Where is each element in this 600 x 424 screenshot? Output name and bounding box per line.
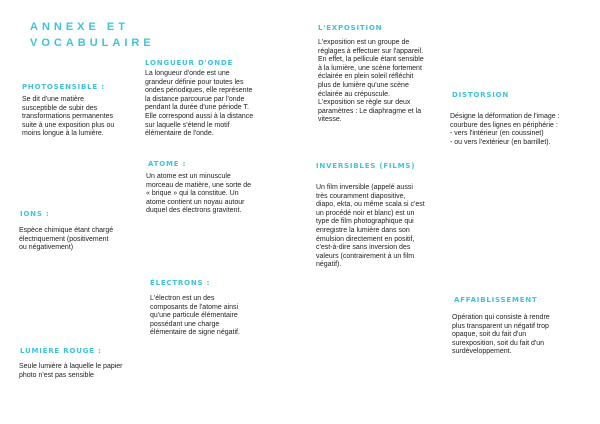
definition-line: Seule lumière à laquelle le papier — [19, 363, 123, 370]
definition-line: « brique » qui la constitue. Un — [146, 190, 239, 198]
definition-line: atome contient un noyau autour — [146, 198, 245, 206]
definition-line: duquel des électrons gravitent. — [146, 207, 242, 215]
definition-lumiere-rouge — [19, 363, 123, 380]
definition-line: Un atome est un minuscule — [146, 173, 231, 180]
definition-line: qu'une particule élémentaire — [150, 312, 238, 320]
definition-line: Un film inversible (appelé aussi — [316, 184, 413, 191]
heading-ions: IONS : — [20, 210, 50, 218]
definition-line: réglages à effectuer sur l'appareil. — [318, 47, 424, 55]
definition-line: En effet, la pellicule étant sensible — [318, 56, 424, 64]
definition-line: opaque, soit du fait d'un — [452, 331, 527, 339]
definition-line: élémentaire de l'onde. — [145, 130, 214, 138]
definition-line: à la lumière, une scène fortement — [318, 64, 422, 72]
definition-line: La longueur d'onde est une — [145, 70, 230, 77]
definition-distorsion — [450, 113, 560, 147]
definition-line: éclairée en plein soleil réfléchit — [318, 73, 414, 81]
definition-line: Opération qui consiste à rendre — [452, 314, 550, 321]
definition-line: - vers l'intérieur (en coussinet) — [450, 130, 544, 138]
definition-line: Elle correspond aussi à la distance — [145, 112, 254, 120]
heading-exposition: L'EXPOSITION — [318, 24, 383, 32]
definition-inversibles — [316, 184, 425, 270]
definition-line: c'est-à-dire sans inversion des — [316, 244, 411, 252]
definition-line: ondes périodiques, elle représente — [145, 87, 253, 95]
definition-line: éclairée au crépuscule. — [318, 90, 390, 98]
heading-longueur-d-onde: LONGUEUR D'ONDE — [145, 59, 234, 67]
definition-line: très couramment diapositive, — [316, 192, 406, 200]
definition-line: photo n'est pas sensible — [19, 371, 94, 379]
definition-line: plus de lumière qu'une scène — [318, 81, 409, 89]
definition-line: suite à une exposition plus ou — [22, 121, 115, 129]
definition-atome — [146, 173, 251, 216]
definition-line: possédant une charge — [150, 320, 220, 328]
heading-affaiblissement: AFFAIBLISSEMENT — [454, 296, 538, 304]
definition-longueur-d-onde — [145, 70, 253, 139]
definition-ions — [19, 227, 113, 253]
definition-line: Se dit d'une matière — [22, 96, 85, 103]
page-title-line-2: VOCABULAIRE — [30, 37, 155, 49]
definition-line: type de film photographique qui — [316, 218, 414, 226]
definition-line: émulsion directement en positif, — [316, 235, 415, 243]
definition-line: transformations permanentes — [22, 113, 114, 121]
heading-distorsion: DISTORSION — [452, 91, 510, 99]
definition-exposition — [318, 39, 424, 125]
heading-electrons: ÉLECTRONS : — [150, 279, 211, 287]
definition-line: morceau de matière, une sorte de — [146, 181, 252, 189]
definition-line: susceptible de subir des — [22, 104, 98, 112]
definition-line: la distance parcourue par l'onde — [145, 95, 245, 103]
heading-lumiere-rouge: LUMIÈRE ROUGE : — [20, 347, 102, 355]
definition-line: L'exposition se règle sur deux — [318, 99, 411, 107]
definition-line: vitesse. — [318, 116, 342, 124]
definition-line: électriquement (positivement — [19, 235, 109, 243]
definition-electrons — [150, 295, 240, 338]
definition-line: ou négativement) — [19, 244, 74, 252]
definition-line: L'électron est un des — [150, 295, 215, 302]
definition-line: courbure des lignes en périphérie : — [450, 121, 558, 129]
definition-line: pendant la durée d'une période T. — [145, 104, 249, 112]
definition-line: L'exposition est un groupe de — [318, 39, 410, 46]
definition-line: paramètres : Le diaphragme et la — [318, 107, 422, 115]
definition-line: surdéveloppement. — [452, 348, 512, 356]
definition-line: - ou vers l'extérieur (en barrillet). — [450, 138, 551, 146]
page-title — [30, 19, 155, 51]
heading-inversibles: INVERSIBLES (FILMS) — [316, 162, 416, 170]
heading-atome: ATOME : — [148, 160, 187, 168]
definition-line: diapo, ekta, ou même scala si c'est — [316, 201, 425, 209]
definition-line: sur laquelle s'étend le motif — [145, 121, 230, 129]
definition-line: négatif). — [316, 261, 342, 269]
definition-line: valeurs (contrairement à un film — [316, 252, 415, 260]
definition-line: composants de l'atome ainsi — [150, 303, 239, 311]
definition-line: grandeur définie pour toutes les — [145, 78, 244, 86]
definition-affaiblissement — [452, 314, 550, 357]
heading-photosensible: PHOTOSENSIBLE : — [22, 83, 105, 91]
definition-line: Espèce chimique étant chargé — [19, 227, 114, 234]
definition-line: plus transparent un négatif trop — [452, 322, 549, 330]
definition-photosensible — [22, 96, 114, 139]
definition-line: un procédé noir et blanc) est un — [316, 209, 415, 217]
definition-line: élémentaire de signe négatif. — [150, 329, 240, 337]
definition-line: moins longue à la lumière. — [22, 130, 104, 138]
definition-line: enregistre la lumière dans son — [316, 226, 410, 234]
definition-line: surexposition, soit du fait d'un — [452, 339, 545, 347]
page-title-line-1: ANNEXE ET — [30, 21, 129, 33]
definition-line: Désigne la déformation de l'image : — [450, 113, 560, 120]
